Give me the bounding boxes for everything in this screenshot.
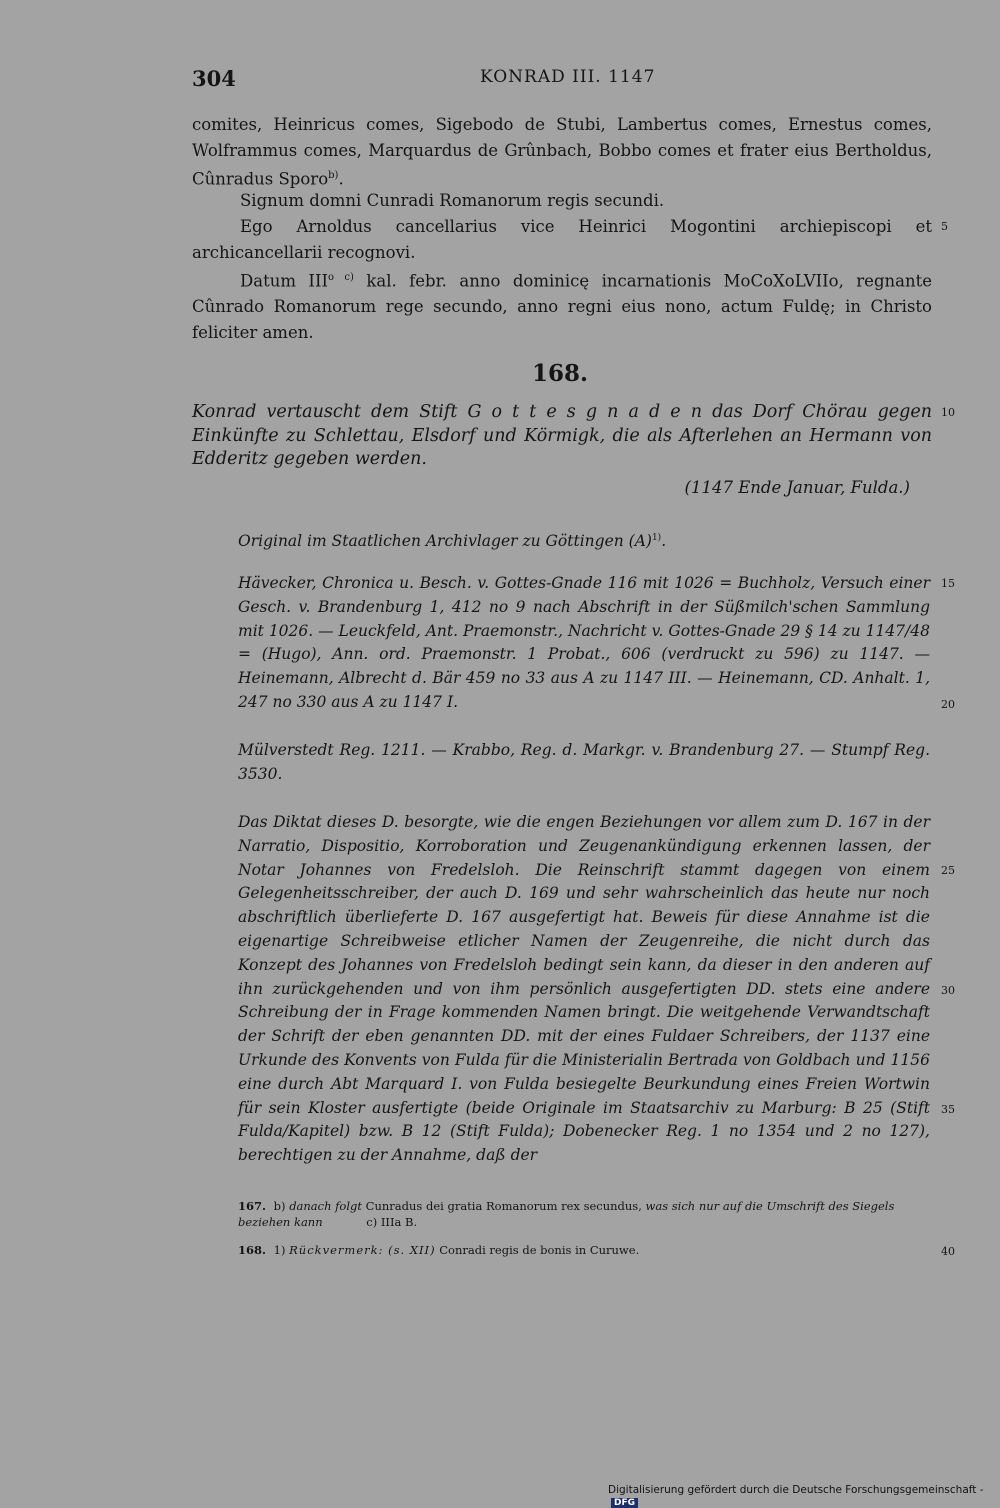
witness-text: comites, Heinricus comes, Sigebodo de Stubi, Lambertus comes, Ernestus comes, Wolframmus comes, Marquardus de Grûnbach, Bobbo comes et frater eius Bertholdus, Cûnradus Sporo bbox=[192, 115, 932, 189]
document-number: 168. bbox=[531, 360, 589, 387]
signum-line: Signum domni Cunradi Romanorum regis secundi. bbox=[240, 191, 665, 210]
line-number: 30 bbox=[941, 984, 955, 997]
datum-sup: o c) bbox=[327, 272, 354, 283]
line-number: 15 bbox=[941, 577, 955, 590]
date-place: (1147 Ende Januar, Fulda.) bbox=[684, 478, 910, 497]
datum-a: Datum III bbox=[240, 271, 328, 291]
footnote-168-b: Rückvermerk: (s. XII) bbox=[289, 1243, 436, 1257]
datum-line bbox=[192, 265, 932, 345]
footnote-167-c: c) IIIa B. bbox=[366, 1215, 418, 1229]
line-number: 25 bbox=[941, 864, 955, 877]
regesta: Mülverstedt Reg. 1211. — Krabbo, Reg. d. Markgr. v. Brandenburg 27. — Stumpf Reg. 3530. bbox=[238, 741, 930, 783]
footnote-168-c: Conradi regis de bonis in Curuwe. bbox=[435, 1243, 640, 1257]
original-note: 1) bbox=[651, 533, 662, 543]
editions: Hävecker, Chronica u. Besch. v. Gottes-Gnade 116 mit 1026 = Buchholz, Versuch einer Gesch. v. Brandenburg 1, 412 no 9 nach Abschrift in der Süßmilch'schen Sammlung mit 1026. — Leuckfeld, Ant. Praemonstr., Nachricht v. Gottes-Gnade 29 § 14 zu 1147/48 = (Hugo), Ann. ord. Praemonstr. 1 Probat., 606 (verdruckt zu 596) zu 1147. — Heinemann, Albrecht d. Bär 459 no 33 aus A zu 1147 III. — Heinemann, CD. Anhalt. 1, 247 no 330 aus A zu 1147 I. bbox=[238, 574, 930, 711]
commentary: Das Diktat dieses D. besorgte, wie die engen Beziehungen vor allem zum D. 167 in der Narratio, Dispositio, Korroboration und Zeugenankündigung erkennen lassen, der Notar Johannes von Fredelsloh. Die Reinschrift stammt dagegen von einem Gelegenheitsschreiber, der auch D. 169 und sehr wahrscheinlich das heute nur noch abschriftlich überlieferte D. 167 ausgefertigt hat. Beweis für diese Annahme ist die eigenartige Schreibweise etlicher Namen der Zeugenreihe, die nicht durch das Konzept des Johannes von Fredelsloh bedingt sein kann, da dieser in den anderen auf ihn zurückgehenden und von ihm persönlich ausgefertigten DD. stets eine andere Schreibung der in Frage kommenden Namen bringt. Die weitgehende Verwandtschaft der Schrift der eben genannten DD. mit der eines Fuldaer Schreibers, der 1137 eine Urkunde des Konvents von Fulda für die Ministerialin Bertrada von Goldbach und 1156 eine durch Abt Marquard I. von Fulda besiegelte Beurkundung eines Freien Wortwin für sein Kloster ausfertigte (beide Originale im Staatsarchiv zu Marburg: B 25 (Stift Fulda/Kapitel) bzw. B 12 (Stift Fulda); Dobenecker Reg. 1 no 1354 und 2 no 127), berechtigen zu der Annahme, daß der bbox=[238, 813, 930, 1165]
line-number: 35 bbox=[941, 1103, 955, 1116]
footnote-167-b1: b) bbox=[273, 1199, 290, 1213]
witness-list: comites, Heinricus comes, Sigebodo de Stubi, Lambertus comes, Ernestus comes, Wolframmus comes, Marquardus de Grûnbach, Bobbo comes et frater eius Bertholdus, Cûnradus Sporo$^{b)}$. bbox=[192, 115, 932, 189]
footnote-167 bbox=[238, 1198, 930, 1230]
footnote-167-label: 167. bbox=[238, 1199, 267, 1213]
recognitio: Ego Arnoldus cancellarius vice Heinrici Mogontini archiepiscopi et archicancellarii recognovi. bbox=[192, 217, 932, 262]
footnote-167-b2: danach folgt bbox=[289, 1199, 363, 1213]
line-number: 40 bbox=[941, 1245, 955, 1258]
witness-note: b) bbox=[328, 170, 339, 181]
line-number: 10 bbox=[941, 406, 955, 419]
dfg-logo: DFG bbox=[611, 1498, 638, 1508]
line-number: 20 bbox=[941, 698, 955, 711]
page-number: 304 bbox=[192, 66, 236, 91]
running-head: KONRAD III. 1147 bbox=[480, 67, 656, 87]
original-line: Original im Staatlichen Archivlager zu Göttingen $(A)^{1)}$. bbox=[238, 532, 667, 551]
footnote-167-b3: Cunradus dei gratia Romanorum rex secundus, bbox=[362, 1199, 646, 1213]
footnote-167-b4: was sich nur auf die Umschrift des Siegels beziehen kann bbox=[238, 1199, 895, 1229]
regest: Konrad vertauscht dem Stift G o t t e s g n a d e n das Dorf Chörau gegen Einkünfte zu Schlettau, Elsdorf und Körmigk, die als Afterlehen an Hermann von Edderitz gegeben werden. bbox=[192, 402, 932, 469]
line-number: 5 bbox=[941, 220, 948, 233]
footnote-168-label: 168. bbox=[238, 1243, 267, 1257]
footnote-168-a: 1) bbox=[273, 1243, 290, 1257]
footnote-168 bbox=[238, 1242, 930, 1258]
original-text: Original im Staatlichen Archivlager zu Göttingen (A) bbox=[238, 532, 652, 551]
datum-b: kal. febr. anno dominicę incarnationis MoCoXoLVIIo, regnante Cûnrado Romanorum rege secundo, anno regni eius nono, actum Fuldę; in Christo feliciter amen. bbox=[192, 271, 932, 342]
dfg-footer bbox=[608, 1484, 1000, 1508]
footer-text: Digitalisierung gefördert durch die Deutsche Forschungsgemeinschaft - bbox=[608, 1484, 984, 1496]
